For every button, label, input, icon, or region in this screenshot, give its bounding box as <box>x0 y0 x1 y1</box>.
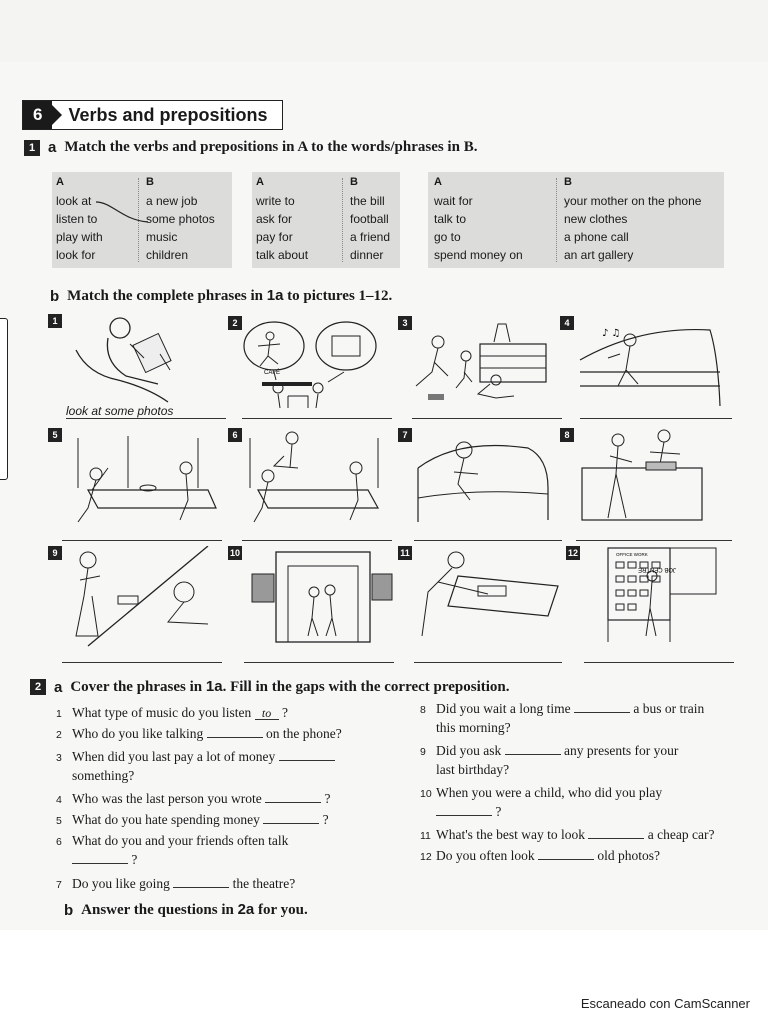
question-10 <box>420 784 662 820</box>
instruction-text: to pictures 1–12. <box>283 288 393 304</box>
table-cell: play with <box>56 230 103 244</box>
table-cell: go to <box>434 230 461 244</box>
instruction-ref: 1a <box>205 678 223 695</box>
question-number: 2 <box>56 729 62 741</box>
question-12 <box>420 847 660 866</box>
question-text: What's the best way to look <box>436 827 586 842</box>
table-cell: write to <box>256 194 295 208</box>
gap-input[interactable] <box>263 811 319 824</box>
question-3 <box>56 748 335 784</box>
answer-line-1: look at some photos <box>66 404 226 419</box>
col-a-header: A <box>56 176 64 188</box>
question-9 <box>420 742 678 778</box>
table-cell: ask for <box>256 212 293 226</box>
table-cell: new clothes <box>564 212 628 226</box>
question-text: ? <box>131 852 138 867</box>
job-centre-sign: JOB CENTRE <box>637 566 676 572</box>
unit-title: Verbs and prepositions <box>68 104 268 125</box>
picture-number: 2 <box>228 316 242 330</box>
table-cell: your mother on the phone <box>564 194 702 208</box>
svg-text:♪ ♫: ♪ ♫ <box>602 328 621 339</box>
question-text: What type of music do you listen <box>72 705 252 720</box>
table-cell: children <box>146 248 189 262</box>
gap-input[interactable] <box>279 748 335 761</box>
question-text: When you were a child, who did you play <box>436 785 663 800</box>
table-cell: pay for <box>256 230 293 244</box>
exercise-letter: a <box>48 139 57 156</box>
table-cell: look at <box>56 194 92 208</box>
question-number: 1 <box>56 708 62 720</box>
table-cell: an art gallery <box>564 248 634 262</box>
picture-8-illustration <box>560 428 732 526</box>
picture-3 <box>398 316 554 410</box>
answer-line-7 <box>414 526 562 541</box>
picture-2 <box>228 316 384 410</box>
question-text: Did you ask <box>436 743 502 758</box>
table-cell: listen to <box>56 212 98 226</box>
table-cell: music <box>146 230 178 244</box>
instruction-text: Answer the questions in <box>81 902 238 918</box>
unit-header <box>22 100 283 130</box>
question-text: Do you often look <box>436 848 535 863</box>
question-text: ? <box>281 705 288 720</box>
exercise-1b-instruction <box>50 287 392 305</box>
exercise-2a-instruction <box>30 678 510 696</box>
picture-9-illustration <box>48 546 224 648</box>
question-4 <box>56 790 330 809</box>
answer-line-9 <box>62 648 222 663</box>
picture-4-illustration <box>560 316 730 410</box>
office-work-sign: OFFICE WORK <box>616 552 648 557</box>
question-number: 11 <box>420 830 431 842</box>
question-number: 8 <box>420 704 426 716</box>
picture-10-illustration <box>228 546 396 648</box>
exercise-1a-instruction <box>24 139 477 156</box>
scanner-watermark: Escaneado con CamScanner <box>580 996 750 1011</box>
picture-number: 7 <box>398 428 412 442</box>
gap-input[interactable] <box>505 742 561 755</box>
question-text: on the phone? <box>265 726 342 741</box>
exercise-number: 2 <box>30 679 46 695</box>
picture-7-illustration <box>398 428 558 526</box>
question-8 <box>420 700 704 736</box>
picture-5 <box>48 428 224 526</box>
picture-5-illustration <box>48 428 224 526</box>
question-number: 9 <box>420 746 426 758</box>
picture-11-illustration <box>398 546 560 648</box>
instruction-ref: 2a <box>237 901 255 918</box>
gap-input[interactable] <box>588 826 644 839</box>
question-number: 12 <box>420 851 432 863</box>
instruction-text: . Fill in the gaps with the correct preposition. <box>222 679 510 695</box>
picture-number: 4 <box>560 316 574 330</box>
instruction-text: Match the complete phrases in <box>67 288 267 304</box>
question-text: ? <box>324 791 331 806</box>
exercise-2b-instruction <box>64 901 308 919</box>
gap-input[interactable] <box>207 725 263 738</box>
picture-number: 3 <box>398 316 412 330</box>
question-number: 6 <box>56 836 62 848</box>
table-cell: talk about <box>256 248 309 262</box>
question-text: What do you hate spending money <box>72 812 260 827</box>
gap-input[interactable] <box>173 875 229 888</box>
unit-number: 6 <box>23 101 52 129</box>
question-text: a cheap car? <box>647 827 715 842</box>
picture-12-illustration <box>566 546 732 648</box>
gap-input[interactable]: to <box>255 707 279 720</box>
table-cell: spend money on <box>434 248 523 262</box>
question-text: a bus or train <box>633 701 705 716</box>
gap-input[interactable] <box>538 847 594 860</box>
question-7 <box>56 875 295 894</box>
exercise-letter: a <box>54 678 63 696</box>
side-tab <box>0 318 8 480</box>
table-cell: a new job <box>146 194 198 208</box>
picture-number: 5 <box>48 428 62 442</box>
answer-line-2 <box>242 404 392 419</box>
gap-input[interactable] <box>436 803 492 816</box>
table-cell: dinner <box>350 248 384 262</box>
instruction-text: Match the verbs and prepositions in A to the words/phrases in B. <box>64 139 478 155</box>
table-cell: a friend <box>350 230 391 244</box>
match-table-1 <box>52 172 232 268</box>
picture-7 <box>398 428 558 526</box>
picture-number: 11 <box>398 546 412 560</box>
picture-number: 8 <box>560 428 574 442</box>
table-cell: a phone call <box>564 230 629 244</box>
cafe-sign: CAFÉ <box>264 370 281 376</box>
question-text: ? <box>495 804 502 819</box>
picture-number: 9 <box>48 546 62 560</box>
picture-9 <box>48 546 224 648</box>
gap-input[interactable] <box>574 700 630 713</box>
question-6 <box>56 832 288 868</box>
picture-number: 10 <box>229 548 240 558</box>
answer-line-8 <box>576 526 732 541</box>
col-b-header: B <box>146 176 154 188</box>
picture-1 <box>48 314 220 410</box>
table-cell: talk to <box>434 212 467 226</box>
instruction-ref: 1a <box>266 287 284 304</box>
col-b-header: B <box>564 176 572 188</box>
col-a-header: A <box>256 176 264 188</box>
exercise-number: 1 <box>24 140 40 156</box>
question-text: Do you like going <box>72 876 170 891</box>
instruction-text: Cover the phrases in <box>70 679 206 695</box>
match-table-3 <box>428 172 724 268</box>
question-text: Who was the last person you wrote <box>72 791 262 806</box>
question-2 <box>56 725 342 744</box>
instruction-text: for you. <box>254 902 308 918</box>
picture-number: 1 <box>48 314 62 328</box>
question-text: ? <box>322 812 329 827</box>
answer-line-3 <box>412 404 562 419</box>
gap-input[interactable] <box>72 851 128 864</box>
question-text: last birthday? <box>436 762 510 777</box>
question-text: the theatre? <box>232 876 296 891</box>
question-text: Did you wait a long time <box>436 701 571 716</box>
table-cell: the bill <box>350 194 385 208</box>
question-11 <box>420 826 714 845</box>
picture-10 <box>228 546 396 648</box>
question-text: something? <box>72 768 135 783</box>
answer-line-11 <box>414 648 562 663</box>
gap-input[interactable] <box>265 790 321 803</box>
picture-2-illustration <box>228 316 384 410</box>
question-5 <box>56 811 329 830</box>
question-number: 5 <box>56 815 62 827</box>
exercise-letter: b <box>64 901 74 919</box>
question-text: any presents for your <box>564 743 679 758</box>
table-cell: wait for <box>434 194 473 208</box>
picture-12 <box>566 546 732 648</box>
picture-number: 12 <box>567 548 578 558</box>
picture-number: 6 <box>228 428 242 442</box>
answer-line-5 <box>62 526 222 541</box>
question-number: 10 <box>420 788 432 800</box>
question-text: this morning? <box>436 720 511 735</box>
picture-11 <box>398 546 560 648</box>
question-1 <box>56 704 288 723</box>
col-b-header: B <box>350 176 358 188</box>
match-table-2 <box>252 172 400 268</box>
table-cell: look for <box>56 248 96 262</box>
table-cell: some photos <box>146 212 215 226</box>
question-number: 3 <box>56 752 62 764</box>
picture-6 <box>228 428 396 526</box>
exercise-letter: b <box>50 287 60 305</box>
table-cell: football <box>350 212 389 226</box>
picture-6-illustration <box>228 428 396 526</box>
answer-line-6 <box>242 526 392 541</box>
picture-8 <box>560 428 732 526</box>
picture-1-illustration <box>48 314 220 410</box>
example-match-line <box>52 172 232 268</box>
question-number: 7 <box>56 879 62 891</box>
question-number: 4 <box>56 794 62 806</box>
question-text: When did you last pay a lot of money <box>72 749 276 764</box>
col-a-header: A <box>434 176 442 188</box>
question-text: Who do you like talking <box>72 726 204 741</box>
picture-4 <box>560 316 730 410</box>
question-text: old photos? <box>597 848 660 863</box>
answer-line-4 <box>580 404 732 419</box>
answer-line-12 <box>584 648 734 663</box>
answer-line-10 <box>244 648 394 663</box>
question-text: What do you and your friends often talk <box>72 833 289 848</box>
picture-3-illustration <box>398 316 554 410</box>
